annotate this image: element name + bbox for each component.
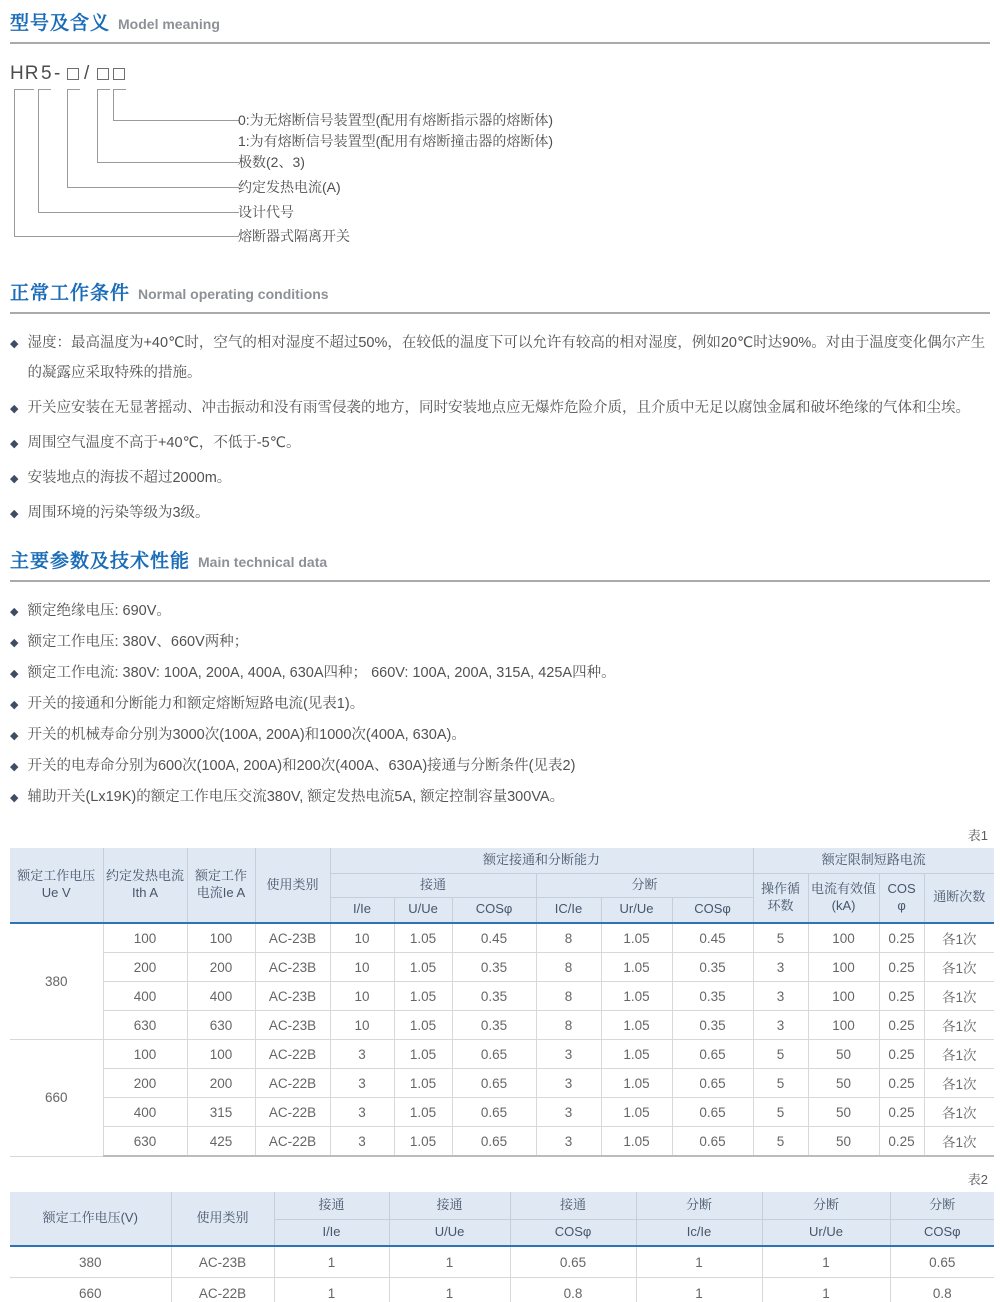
t2-subheader: COSφ xyxy=(510,1219,636,1246)
list-item xyxy=(10,393,990,423)
t1-header-current-rms: 电流有效值(kA) xyxy=(808,873,879,923)
table-cell: 0.25 xyxy=(879,1069,924,1098)
table-cell: 5 xyxy=(753,1040,808,1069)
section-title-en: Model meaning xyxy=(118,16,220,32)
table-cell: 0.65 xyxy=(672,1127,753,1157)
t1-subheader: Ur/Ue xyxy=(601,897,672,923)
table-cell: 0.65 xyxy=(672,1040,753,1069)
table-cell: 0.25 xyxy=(879,1098,924,1127)
list-item xyxy=(10,689,990,720)
table-cell: 0.65 xyxy=(672,1069,753,1098)
table-cell: 1.05 xyxy=(394,982,452,1011)
t1-subheader: IC/Ie xyxy=(536,897,601,923)
table-row xyxy=(10,1040,994,1069)
section-title-zh: 型号及含义 xyxy=(10,13,111,34)
table-cell: 100 xyxy=(808,953,879,982)
table-cell: 1.05 xyxy=(601,982,672,1011)
section-divider xyxy=(10,580,990,582)
table-cell: 200 xyxy=(187,1069,255,1098)
table-row xyxy=(10,953,994,982)
section-title-zh: 正常工作条件 xyxy=(10,283,131,304)
t2-header-breaking: 分断 xyxy=(890,1192,994,1219)
table-cell: 200 xyxy=(187,953,255,982)
table-cell: 0.35 xyxy=(452,953,536,982)
table-cell: 3 xyxy=(330,1127,394,1157)
table-cell: 10 xyxy=(330,923,394,953)
table2-tag: 表2 xyxy=(967,1172,988,1187)
table-cell: 5 xyxy=(753,1069,808,1098)
table-cell: 1.05 xyxy=(394,1011,452,1040)
table-cell: 630 xyxy=(187,1011,255,1040)
diamond-bullet-icon: ◆ xyxy=(10,606,19,618)
table-cell: AC-22B xyxy=(255,1069,330,1098)
table-cell: 1.05 xyxy=(394,1098,452,1127)
table-cell: 各1次 xyxy=(924,1040,994,1069)
section-title xyxy=(10,278,990,305)
table-cell: 200 xyxy=(103,953,187,982)
table-row xyxy=(10,1127,994,1157)
model-code-dash: - xyxy=(54,63,62,84)
table-cell: 1.05 xyxy=(601,1098,672,1127)
table-cell: 3 xyxy=(330,1098,394,1127)
list-item xyxy=(10,428,990,458)
list-item-text: 额定工作电压: 380V、660V两种； xyxy=(27,634,249,650)
list-item-text: 开关的电寿命分别为600次(100A, 200A)和200次(400A、630A)接通与分断条件(见表2) xyxy=(27,758,576,774)
table-cell: 0.35 xyxy=(672,953,753,982)
table-cell: 100 xyxy=(187,923,255,953)
table-row xyxy=(10,1011,994,1040)
table-cell: AC-22B xyxy=(171,1278,274,1302)
table-cell: 100 xyxy=(808,923,879,953)
table-cell: 380 xyxy=(10,1246,171,1278)
table-cell: AC-22B xyxy=(255,1040,330,1069)
model-code-design-digit: 5 xyxy=(41,63,53,84)
table-cell: 1 xyxy=(274,1246,389,1278)
list-item-text: 开关应安装在无显著摇动、冲击振动和没有雨雪侵袭的地方，同时安装地点应无爆炸危险介质，且介质中无足以腐蚀金属和破坏绝缘的气体和尘埃。 xyxy=(27,400,970,416)
table-cell: 0.25 xyxy=(879,1040,924,1069)
section-title-en: Normal operating conditions xyxy=(138,286,329,302)
table-cell: 630 xyxy=(103,1011,187,1040)
t2-subheader: Ic/Ie xyxy=(636,1219,762,1246)
table-cell: 1.05 xyxy=(601,1040,672,1069)
section-title xyxy=(10,546,990,573)
list-item xyxy=(10,627,990,658)
table-cell: 各1次 xyxy=(924,982,994,1011)
t2-header-category: 使用类别 xyxy=(171,1192,274,1246)
table-cell: 100 xyxy=(187,1040,255,1069)
table-cell: 8 xyxy=(536,953,601,982)
table-cell: 0.25 xyxy=(879,1127,924,1157)
model-placeholder-box xyxy=(67,68,79,80)
t1-header-voltage: 额定工作电压Ue V xyxy=(10,848,103,923)
t1-header-limited-short-circuit: 额定限制短路电流 xyxy=(753,848,994,873)
table-cell: 1.05 xyxy=(601,1011,672,1040)
table-cell: 0.65 xyxy=(672,1098,753,1127)
table-cell: 8 xyxy=(536,923,601,953)
table-cell: 10 xyxy=(330,953,394,982)
t1-header-cos-phi: COS φ xyxy=(879,873,924,923)
table1-group-380 xyxy=(10,923,994,1040)
table-cell: 5 xyxy=(753,1127,808,1157)
table-cell: AC-23B xyxy=(171,1246,274,1278)
t2-subheader: Ur/Ue xyxy=(762,1219,890,1246)
diamond-bullet-icon: ◆ xyxy=(10,699,19,711)
diagram-label: 1:为有熔断信号装置型(配用有熔断撞击器的熔断体) xyxy=(238,133,553,149)
t2-header-making: 接通 xyxy=(274,1192,389,1219)
list-item xyxy=(10,751,990,782)
table-cell: 0.8 xyxy=(510,1278,636,1302)
table-cell: 0.35 xyxy=(672,1011,753,1040)
t1-header-category: 使用类别 xyxy=(255,848,330,923)
table-cell: 0.25 xyxy=(879,923,924,953)
list-item xyxy=(10,463,990,493)
table-cell: 50 xyxy=(808,1098,879,1127)
table-cell: 3 xyxy=(330,1069,394,1098)
t1-header-breaking: 分断 xyxy=(536,873,753,897)
table-cell: AC-23B xyxy=(255,1011,330,1040)
list-item-text: 辅助开关(Lx19K)的额定工作电压交流380V, 额定发热电流5A, 额定控制容量300VA。 xyxy=(27,789,565,805)
t2-subheader: U/Ue xyxy=(389,1219,510,1246)
table-cell: 1.05 xyxy=(601,953,672,982)
table1-group-660 xyxy=(10,1040,994,1157)
table-cell: AC-22B xyxy=(255,1127,330,1157)
table-cell: 1.05 xyxy=(394,953,452,982)
diamond-bullet-icon: ◆ xyxy=(10,668,19,680)
diamond-bullet-icon: ◆ xyxy=(10,403,19,415)
table-cell: 425 xyxy=(187,1127,255,1157)
table-cell: 50 xyxy=(808,1069,879,1098)
table-cell: 8 xyxy=(536,982,601,1011)
t1-header-op-cycles: 操作循环数 xyxy=(753,873,808,923)
section-title xyxy=(10,8,990,35)
table-cell: 0.35 xyxy=(672,982,753,1011)
section-main-technical-data xyxy=(10,546,990,813)
table-cell: 0.45 xyxy=(452,923,536,953)
t1-subheader: U/Ue xyxy=(394,897,452,923)
section-title-en: Main technical data xyxy=(198,554,328,570)
connector-line xyxy=(14,89,239,237)
table-cell: 3 xyxy=(536,1098,601,1127)
table-cell: 各1次 xyxy=(924,953,994,982)
table-cell: 0.35 xyxy=(452,1011,536,1040)
table-cell: 8 xyxy=(536,1011,601,1040)
section-divider xyxy=(10,42,990,44)
table-cell: 3 xyxy=(753,1011,808,1040)
diamond-bullet-icon: ◆ xyxy=(10,792,19,804)
table-row xyxy=(10,1069,994,1098)
table-cell: 200 xyxy=(103,1069,187,1098)
table-cell: 各1次 xyxy=(924,923,994,953)
table-cell: 3 xyxy=(536,1040,601,1069)
t2-subheader: COSφ xyxy=(890,1219,994,1246)
model-code-slash: / xyxy=(84,63,91,84)
t1-subheader: COSφ xyxy=(672,897,753,923)
list-item-text: 安装地点的海拔不超过2000m。 xyxy=(27,470,232,486)
t1-header-make-break-capacity: 额定接通和分断能力 xyxy=(330,848,753,873)
list-item xyxy=(10,720,990,751)
diagram-label: 熔断器式隔离开关 xyxy=(238,228,350,244)
section-normal-conditions xyxy=(10,278,990,528)
table-cell: 3 xyxy=(330,1040,394,1069)
table-cell: 0.45 xyxy=(672,923,753,953)
t2-header-voltage: 额定工作电压(V) xyxy=(10,1192,171,1246)
t1-header-on-off-count: 通断次数 xyxy=(924,873,994,923)
table-cell: 0.65 xyxy=(452,1069,536,1098)
table-cell: 0.65 xyxy=(452,1040,536,1069)
list-item xyxy=(10,596,990,627)
table-cell: 10 xyxy=(330,1011,394,1040)
table-cell: 3 xyxy=(753,982,808,1011)
list-item-text: 开关的机械寿命分别为3000次(100A, 200A)和1000次(400A, 630A)。 xyxy=(27,727,466,743)
table2-header xyxy=(10,1192,994,1246)
table-row xyxy=(10,1278,994,1302)
list-item-text: 湿度：最高温度为+40℃时，空气的相对湿度不超过50%，在较低的温度下可以允许有较高的相对湿度，例如20℃时达90%。对由于温度变化偶尔产生的凝露应采取特殊的措施。 xyxy=(27,335,986,381)
table-cell: 315 xyxy=(187,1098,255,1127)
table-cell: 100 xyxy=(808,982,879,1011)
table-cell: 0.65 xyxy=(890,1246,994,1278)
diagram-label: 极数(2、3) xyxy=(238,154,305,170)
diagram-label: 0:为无熔断信号装置型(配用有熔断指示器的熔断体) xyxy=(238,112,553,128)
table-cell: 1.05 xyxy=(394,1040,452,1069)
table-cell: 5 xyxy=(753,923,808,953)
table-cell: 1 xyxy=(389,1278,510,1302)
section-model-meaning xyxy=(10,8,990,252)
table-row xyxy=(10,1246,994,1278)
table-cell: 100 xyxy=(103,923,187,953)
list-item xyxy=(10,782,990,813)
list-item xyxy=(10,328,990,388)
model-code-prefix: HR xyxy=(10,63,40,84)
table-cell: 0.25 xyxy=(879,1011,924,1040)
t1-subheader: COSφ xyxy=(452,897,536,923)
table-cell: 1 xyxy=(762,1278,890,1302)
table2-make-break-conditions xyxy=(10,1192,994,1302)
table-cell: 各1次 xyxy=(924,1127,994,1157)
table-cell: 3 xyxy=(753,953,808,982)
diamond-bullet-icon: ◆ xyxy=(10,508,19,520)
table-cell: 0.65 xyxy=(510,1246,636,1278)
table-row xyxy=(10,982,994,1011)
table-cell: AC-23B xyxy=(255,923,330,953)
table-cell: 1 xyxy=(389,1246,510,1278)
table-row xyxy=(10,923,994,953)
table-cell: 1 xyxy=(636,1246,762,1278)
table-cell: 各1次 xyxy=(924,1011,994,1040)
table-cell: 0.8 xyxy=(890,1278,994,1302)
table-cell: 1.05 xyxy=(394,923,452,953)
t1-header-making: 接通 xyxy=(330,873,536,897)
diamond-bullet-icon: ◆ xyxy=(10,438,19,450)
t1-subheader: I/Ie xyxy=(330,897,394,923)
table-cell: 1 xyxy=(274,1278,389,1302)
list-item-text: 额定工作电流: 380V: 100A, 200A, 400A, 630A四种； 660V: 100A, 200A, 315A, 425A四种。 xyxy=(27,665,616,681)
table-cell: 100 xyxy=(808,1011,879,1040)
t2-header-making: 接通 xyxy=(389,1192,510,1219)
table-cell-voltage: 380 xyxy=(10,923,103,1040)
t2-header-breaking: 分断 xyxy=(762,1192,890,1219)
table-cell: 1.05 xyxy=(601,923,672,953)
model-placeholder-box xyxy=(97,68,109,80)
table-cell: 3 xyxy=(536,1127,601,1157)
table1-header xyxy=(10,848,994,923)
table-cell: 0.65 xyxy=(452,1127,536,1157)
table-cell: AC-22B xyxy=(255,1098,330,1127)
section-title-zh: 主要参数及技术性能 xyxy=(10,551,191,572)
list-item-text: 周围环境的污染等级为3级。 xyxy=(27,505,210,521)
diamond-bullet-icon: ◆ xyxy=(10,761,19,773)
list-item-text: 周围空气温度不高于+40℃，不低于-5℃。 xyxy=(27,435,301,451)
list-item-text: 额定绝缘电压: 690V。 xyxy=(27,603,171,619)
table-cell: 0.25 xyxy=(879,982,924,1011)
table-cell: 1 xyxy=(762,1246,890,1278)
list-item xyxy=(10,658,990,689)
table-cell: AC-23B xyxy=(255,953,330,982)
table-cell: 0.35 xyxy=(452,982,536,1011)
table2-body xyxy=(10,1246,994,1302)
technical-list xyxy=(10,596,990,813)
diamond-bullet-icon: ◆ xyxy=(10,473,19,485)
table-row xyxy=(10,1192,994,1219)
table-cell: 50 xyxy=(808,1127,879,1157)
diamond-bullet-icon: ◆ xyxy=(10,637,19,649)
t2-header-making: 接通 xyxy=(510,1192,636,1219)
list-item xyxy=(10,498,990,528)
table-cell: AC-23B xyxy=(255,982,330,1011)
table-cell: 10 xyxy=(330,982,394,1011)
table-cell: 1 xyxy=(636,1278,762,1302)
list-item-text: 开关的接通和分断能力和额定熔断短路电流(见表1)。 xyxy=(27,696,365,712)
table-cell: 5 xyxy=(753,1098,808,1127)
t2-subheader: I/Ie xyxy=(274,1219,389,1246)
table-cell: 100 xyxy=(103,1040,187,1069)
model-code-diagram xyxy=(10,64,990,252)
diagram-label: 约定发热电流(A) xyxy=(238,179,341,195)
table1-technical-parameters xyxy=(10,848,994,1157)
table-cell: 1.05 xyxy=(394,1069,452,1098)
t1-header-working-current: 额定工作电流Ie A xyxy=(187,848,255,923)
table-cell: 3 xyxy=(536,1069,601,1098)
table-cell: 0.25 xyxy=(879,953,924,982)
section-divider xyxy=(10,312,990,314)
table-cell: 400 xyxy=(187,982,255,1011)
table1-tag: 表1 xyxy=(967,828,988,843)
table-cell: 50 xyxy=(808,1040,879,1069)
table-row xyxy=(10,848,994,873)
table-cell: 0.65 xyxy=(452,1098,536,1127)
table-cell: 1.05 xyxy=(601,1127,672,1157)
table-cell: 630 xyxy=(103,1127,187,1157)
table-cell: 各1次 xyxy=(924,1069,994,1098)
table-cell: 660 xyxy=(10,1278,171,1302)
table-cell: 400 xyxy=(103,982,187,1011)
diagram-label: 设计代号 xyxy=(238,204,294,220)
model-placeholder-box xyxy=(113,68,125,80)
table-row xyxy=(10,1098,994,1127)
table-cell: 1.05 xyxy=(394,1127,452,1157)
table-cell-voltage: 660 xyxy=(10,1040,103,1157)
table-cell: 1.05 xyxy=(601,1069,672,1098)
diamond-bullet-icon: ◆ xyxy=(10,730,19,742)
t2-header-breaking: 分断 xyxy=(636,1192,762,1219)
diamond-bullet-icon: ◆ xyxy=(10,338,19,350)
conditions-list xyxy=(10,328,990,528)
table-cell: 400 xyxy=(103,1098,187,1127)
t1-header-thermal-current: 约定发热电流Ith A xyxy=(103,848,187,923)
table-cell: 各1次 xyxy=(924,1098,994,1127)
